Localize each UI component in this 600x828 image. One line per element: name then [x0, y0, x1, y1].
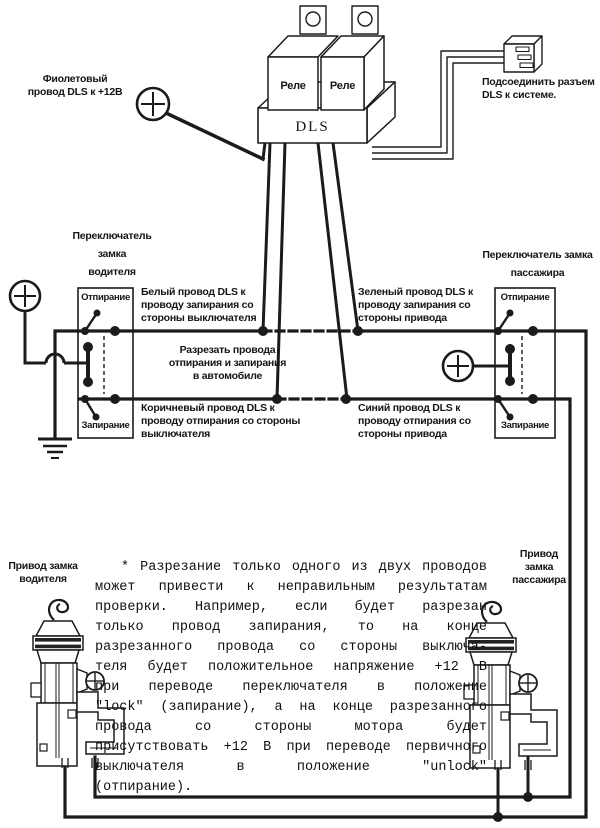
relay-right-label: Реле — [329, 80, 356, 92]
footnote-paragraph: * Разрезание только одного из двух проводов может привести к неправильным результатам проверки. Например, если будет разрезан только провод запирания, то на конце разрезанного провода со стороны выключа- теля будет положительное напряжение +12 В при переводе переключателя в положение "lock" (запирание), а на конце разрезанного провода со стороны мотора будет присутствовать +12 В при переводе первичного выключателя в положение "unlock" (отпирание). — [95, 560, 487, 795]
driver-lock-label: Запирание — [81, 420, 130, 431]
driver-unlock-label: Отпирание — [81, 292, 130, 303]
plus-12v-left-icon — [10, 281, 88, 363]
driver-switch-title: Переключатель замка водителя — [72, 230, 152, 278]
dls-unit-label: DLS — [295, 119, 330, 135]
white-wire-label: Белый провод DLS к проводу запирания со стороны выключателя — [141, 286, 257, 324]
green-wire-label: Зеленый провод DLS к проводу запирания со стороны привода — [358, 286, 473, 324]
passenger-lock-label: Запирание — [500, 420, 550, 431]
passenger-switch-box — [495, 288, 556, 438]
connector-label: Подсоединить разъем DLS к системе. — [482, 76, 595, 101]
relay-mount-tabs — [300, 6, 378, 34]
driver-actuator-label: Привод замка водителя — [8, 560, 78, 585]
passenger-unlock-label: Отпирание — [500, 292, 550, 303]
plus-12v-top-icon — [137, 88, 169, 120]
passenger-actuator-label: Привод замка пассажира — [512, 548, 566, 586]
passenger-switch-title: Переключатель замка пассажира — [482, 249, 593, 279]
plus-12v-right-icon — [443, 351, 510, 381]
blue-wire-label: Синий провод DLS к проводу отпирания со стороны привода — [358, 402, 471, 440]
violet-wire-label: Фиолетовый провод DLS к +12В — [27, 73, 123, 98]
cut-wires-label: Разрезать провода отпирания и запирания в автомобиле — [168, 344, 287, 382]
ground-icon — [38, 439, 72, 458]
brown-wire-label: Коричневый провод DLS к проводу отпирания со стороны выключателя — [141, 402, 301, 440]
connector-plug — [504, 36, 542, 72]
relay-left-label: Реле — [280, 80, 306, 92]
